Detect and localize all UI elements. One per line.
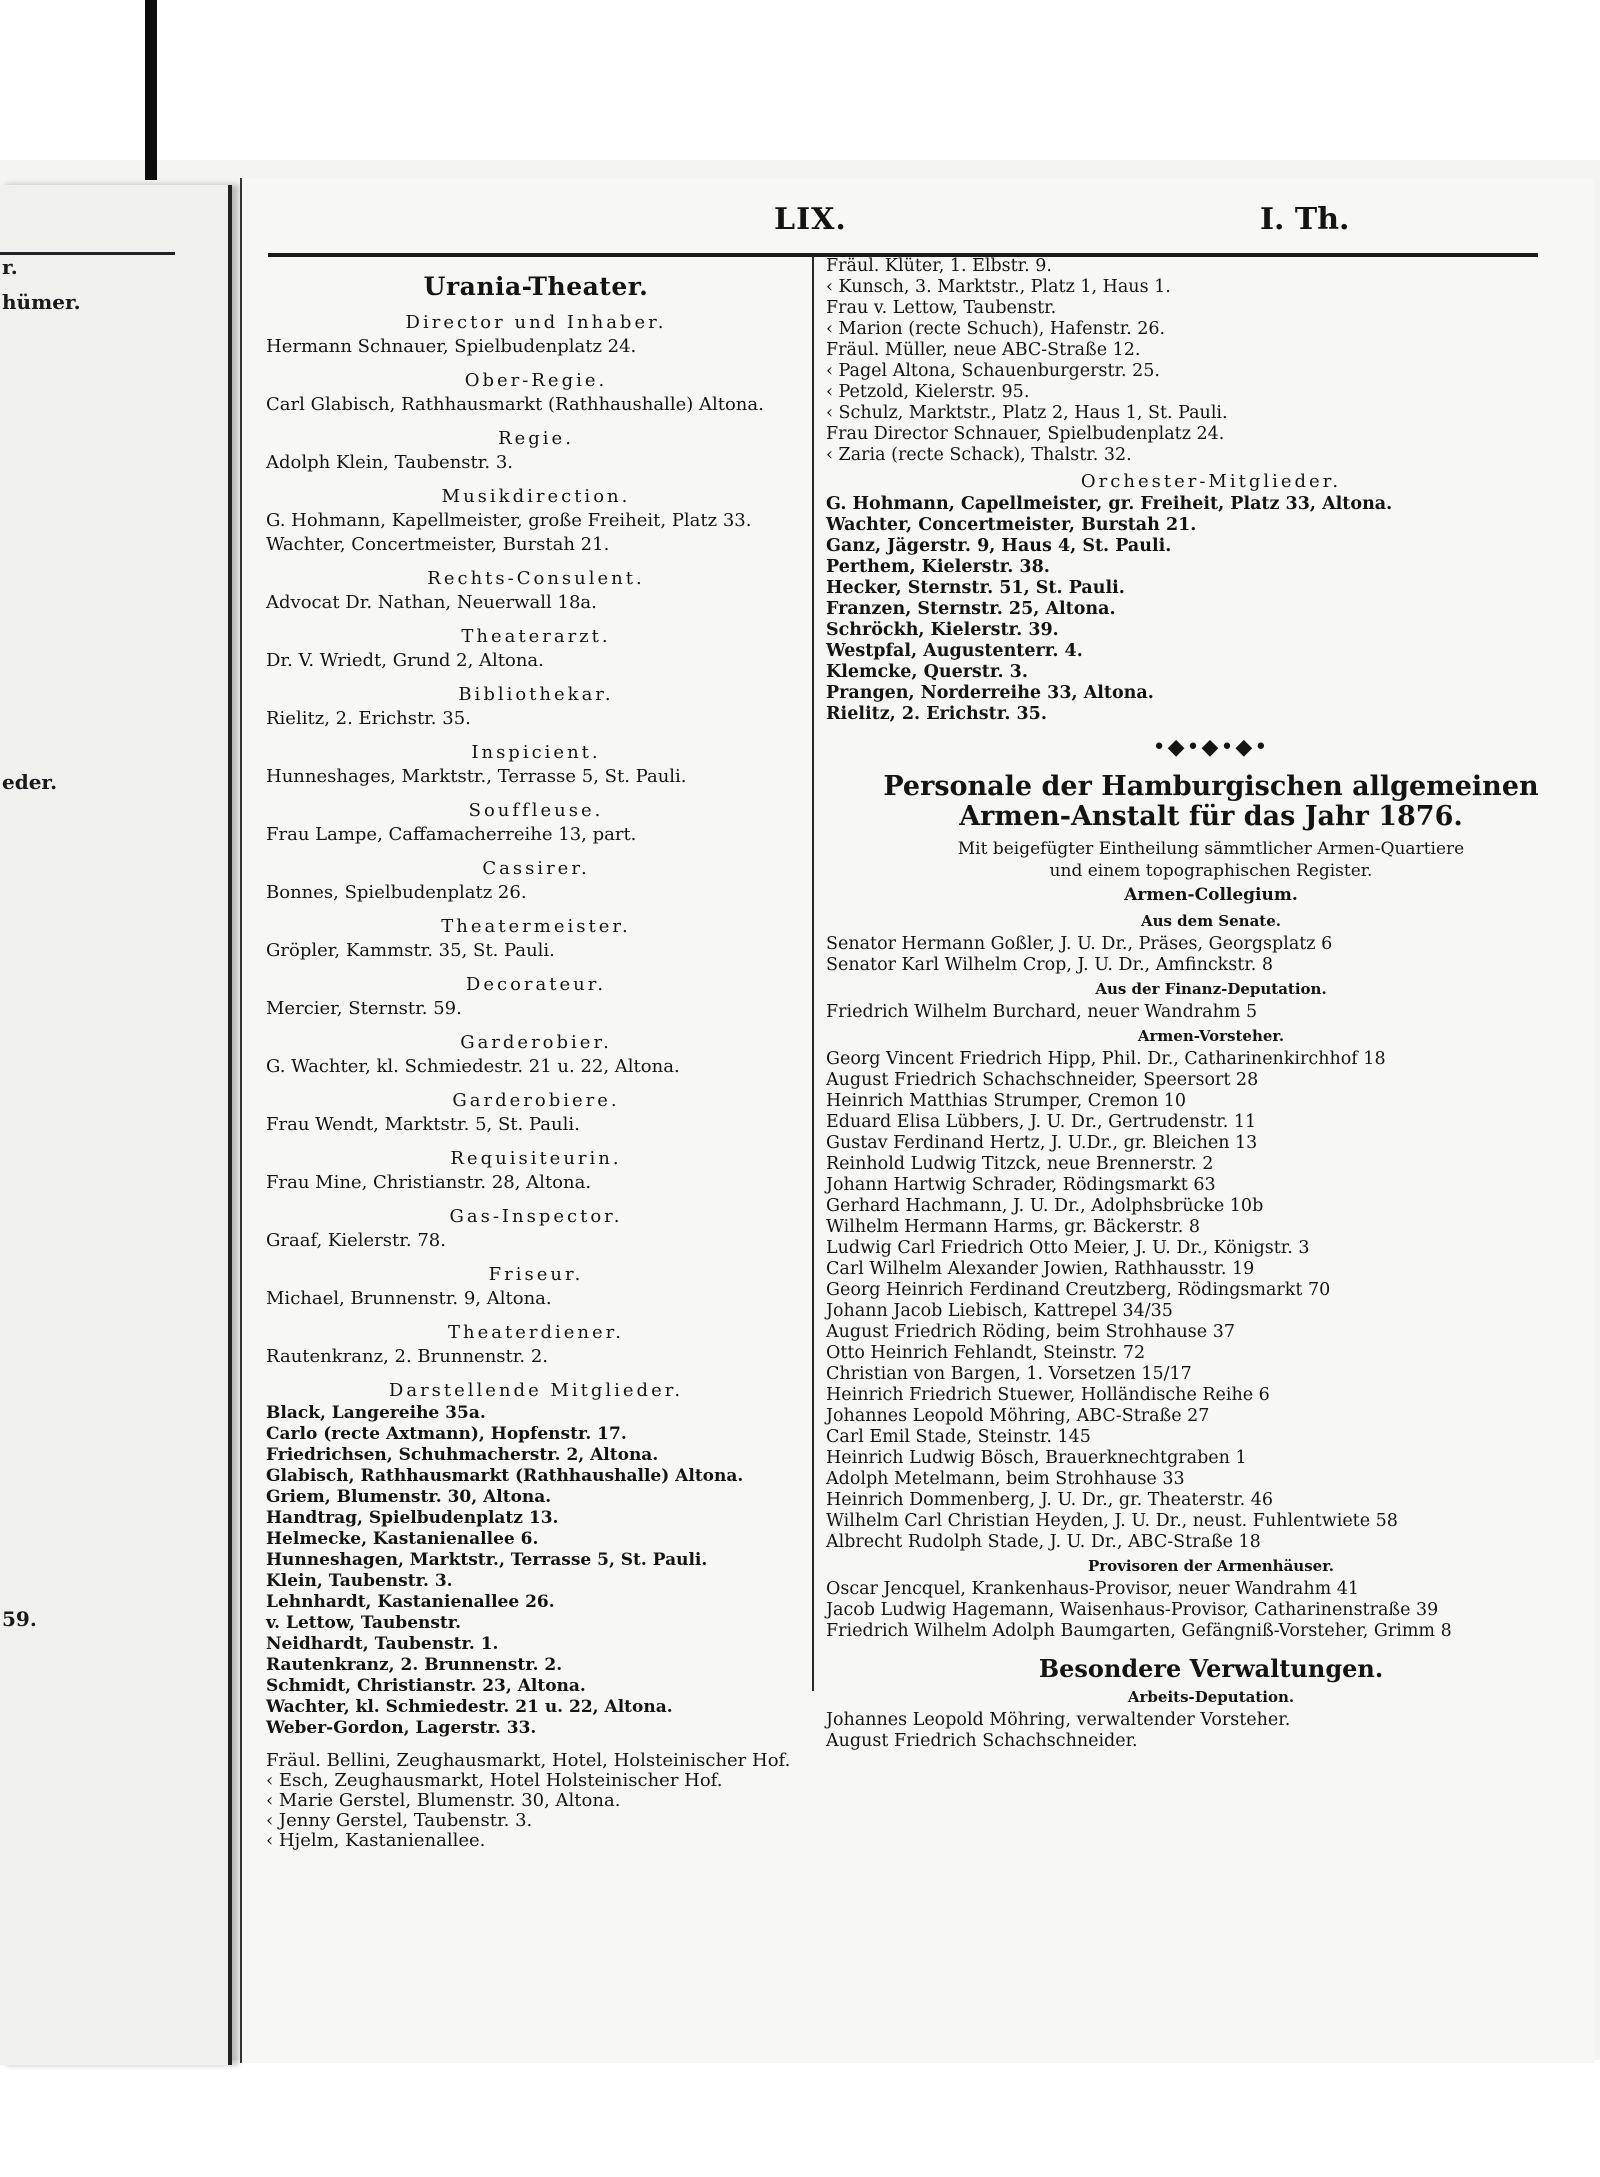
orchestra-entry: Franzen, Sternstr. 25, Altona. (826, 599, 1116, 619)
provisor-entry: Jacob Ludwig Hagemann, Waisenhaus-Provisor, Catharinenstraße 39 (826, 1600, 1439, 1620)
staff-block (266, 799, 806, 847)
member-entry: Klein, Taubenstr. 3. (266, 1571, 453, 1591)
block-heading: Theatermeister. (441, 916, 631, 937)
block-heading: Garderobiere. (452, 1090, 620, 1111)
block-entry: Hermann Schnauer, Spielbudenplatz 24. (266, 336, 637, 357)
board-entry: Christian von Bargen, 1. Vorsetzen 15/17 (826, 1364, 1192, 1384)
board-entry: Carl Emil Stade, Steinstr. 145 (826, 1427, 1091, 1447)
member-entry: Schmidt, Christianstr. 23, Altona. (266, 1676, 586, 1696)
orchestra-heading: Orchester-Mitglieder. (1080, 471, 1342, 492)
staff-block (266, 1263, 806, 1311)
block-entry: Carl Glabisch, Rathhausmarkt (Rathhaushalle) Altona. (266, 394, 764, 415)
poor-relief-title-2: Armen-Anstalt für das Jahr 1876. (959, 801, 1463, 832)
finance-list (826, 1002, 1596, 1023)
block-heading: Theaterdiener. (448, 1322, 624, 1343)
orchestra-entry: Hecker, Sternstr. 51, St. Pauli. (826, 578, 1125, 598)
provisor-entry: Friedrich Wilhelm Adolph Baumgarten, Gefängniß-Vorsteher, Grimm 8 (826, 1621, 1452, 1641)
member-entry: Neidhardt, Taubenstr. 1. (266, 1634, 499, 1654)
block-entry: Rielitz, 2. Erichstr. 35. (266, 708, 471, 729)
left-page-rule (0, 252, 175, 255)
members-list (266, 1403, 806, 1739)
block-entry: Frau Mine, Christianstr. 28, Altona. (266, 1172, 592, 1193)
member-entry: Carlo (recte Axtmann), Hopfenstr. 17. (266, 1424, 627, 1444)
block-heading: Bibliothekar. (458, 684, 614, 705)
left-page-edge (0, 185, 232, 2065)
actress-entry: Fräul. Klüter, 1. Elbstr. 9. (826, 256, 1052, 276)
board-heading: Armen-Vorsteher. (1137, 1027, 1285, 1045)
block-entry: Frau Wendt, Marktstr. 5, St. Pauli. (266, 1114, 580, 1135)
provisor-entry: Oscar Jencquel, Krankenhaus-Provisor, neuer Wandrahm 41 (826, 1579, 1360, 1599)
member-entry: v. Lettow, Taubenstr. (266, 1613, 462, 1633)
orchestra-entry: Wachter, Concertmeister, Burstah 21. (826, 515, 1197, 535)
block-entry: Bonnes, Spielbudenplatz 26. (266, 882, 527, 903)
left-page-fragment: r. (2, 255, 18, 279)
block-heading: Musikdirection. (441, 486, 631, 507)
block-entry: Gröpler, Kammstr. 35, St. Pauli. (266, 940, 555, 961)
actress-entry: ‹ Kunsch, 3. Marktstr., Platz 1, Haus 1. (826, 277, 1171, 297)
board-entry: Gerhard Hachmann, J. U. Dr., Adolphsbrücke 10b (826, 1196, 1264, 1216)
block-entry: Dr. V. Wriedt, Grund 2, Altona. (266, 650, 544, 671)
board-entry: August Friedrich Schachschneider, Speersort 28 (826, 1070, 1259, 1090)
orchestra-entry: Perthem, Kielerstr. 38. (826, 557, 1050, 577)
staff-block (266, 427, 806, 475)
staff-block (266, 369, 806, 417)
block-entry: Wachter, Concertmeister, Burstah 21. (266, 534, 610, 555)
special-admin-title: Besondere Verwaltungen. (1038, 1654, 1384, 1683)
board-entry: Heinrich Ludwig Bösch, Brauerknechtgraben 1 (826, 1448, 1247, 1468)
block-heading: Inspicient. (471, 742, 601, 763)
labour-list (826, 1710, 1596, 1752)
member-entry: Hunneshagen, Marktstr., Terrasse 5, St. Pauli. (266, 1550, 708, 1570)
member-entry: Wachter, kl. Schmiedestr. 21 u. 22, Altona. (266, 1697, 673, 1717)
board-entry: Johann Hartwig Schrader, Rödingsmarkt 63 (826, 1175, 1216, 1195)
section-title: Urania-Theater. (423, 272, 649, 301)
orchestra-list (826, 494, 1596, 725)
board-entry: Wilhelm Carl Christian Heyden, J. U. Dr., neust. Fuhlentwiete 58 (826, 1511, 1398, 1531)
board-entry: Adolph Metelmann, beim Strohhause 33 (826, 1469, 1185, 1489)
senate-heading: Aus dem Senate. (1140, 912, 1282, 930)
left-column (266, 266, 806, 1851)
member-entry: Handtrag, Spielbudenplatz 13. (266, 1508, 559, 1528)
staff-block (266, 1089, 806, 1137)
member-entry: Glabisch, Rathhausmarkt (Rathhaushalle) Altona. (266, 1466, 744, 1486)
orchestra-entry: G. Hohmann, Capellmeister, gr. Freiheit, Platz 33, Altona. (826, 494, 1393, 514)
left-page-fragment: eder. (2, 770, 58, 794)
block-heading: Gas-Inspector. (449, 1206, 623, 1227)
block-heading: Souffleuse. (468, 800, 604, 821)
labour-entry: August Friedrich Schachschneider. (826, 1731, 1138, 1751)
actress-entry: ‹ Marie Gerstel, Blumenstr. 30, Altona. (266, 1790, 621, 1811)
orchestra-entry: Ganz, Jägerstr. 9, Haus 4, St. Pauli. (826, 536, 1172, 556)
orchestra-entry: Rielitz, 2. Erichstr. 35. (826, 704, 1047, 724)
actress-entry: ‹ Pagel Altona, Schauenburgerstr. 25. (826, 361, 1160, 381)
senate-entry: Senator Karl Wilhelm Crop, J. U. Dr., Amfinckstr. 8 (826, 955, 1273, 975)
board-entry: Carl Wilhelm Alexander Jowien, Rathhausstr. 19 (826, 1259, 1255, 1279)
staff-block (266, 973, 806, 1021)
staff-block (266, 1031, 806, 1079)
board-entry: Johannes Leopold Möhring, ABC-Straße 27 (826, 1406, 1210, 1426)
block-entry: G. Wachter, kl. Schmiedestr. 21 u. 22, Altona. (266, 1056, 680, 1077)
staff-block (266, 567, 806, 615)
block-entry: Mercier, Sternstr. 59. (266, 998, 462, 1019)
left-page-fragment: hümer. (2, 290, 81, 314)
staff-block (266, 857, 806, 905)
actress-entry: Fräul. Müller, neue ABC-Straße 12. (826, 340, 1141, 360)
orchestra-entry: Westpfal, Augustenterr. 4. (826, 641, 1083, 661)
staff-block (266, 915, 806, 963)
staff-block (266, 1321, 806, 1369)
block-heading: Friseur. (488, 1264, 584, 1285)
labour-heading: Arbeits-Deputation. (1127, 1688, 1295, 1706)
member-entry: Rautenkranz, 2. Brunnenstr. 2. (266, 1655, 563, 1675)
staff-block (266, 1205, 806, 1253)
block-entry: Adolph Klein, Taubenstr. 3. (266, 452, 514, 473)
actress-entry: Fräul. Bellini, Zeughausmarkt, Hotel, Holsteinischer Hof. (266, 1750, 791, 1771)
actress-entry: ‹ Zaria (recte Schack), Thalstr. 32. (826, 445, 1132, 465)
ornament-divider: •◆•◆•◆• (1152, 735, 1270, 760)
labour-entry: Johannes Leopold Möhring, verwaltender Vorsteher. (826, 1710, 1291, 1730)
board-entry: Georg Heinrich Ferdinand Creutzberg, Rödingsmarkt 70 (826, 1280, 1331, 1300)
senate-entry: Senator Hermann Goßler, J. U. Dr., Präses, Georgsplatz 6 (826, 934, 1333, 954)
board-entry: Ludwig Carl Friedrich Otto Meier, J. U. Dr., Königstr. 3 (826, 1238, 1310, 1258)
block-entry: Frau Lampe, Caffamacherreihe 13, part. (266, 824, 637, 845)
board-entry: Heinrich Dommenberg, J. U. Dr., gr. Theaterstr. 46 (826, 1490, 1274, 1510)
board-entry: Wilhelm Hermann Harms, gr. Bäckerstr. 8 (826, 1217, 1201, 1237)
actress-entry: ‹ Esch, Zeughausmarkt, Hotel Holsteinischer Hof. (266, 1770, 723, 1791)
poor-relief-subtitle-2: und einem topographischen Register. (1049, 861, 1373, 881)
actress-entry: ‹ Hjelm, Kastanienallee. (266, 1830, 486, 1851)
block-heading: Theaterarzt. (461, 626, 611, 647)
staff-block (266, 683, 806, 731)
block-heading: Decorateur. (465, 974, 607, 995)
finance-entry: Friedrich Wilhelm Burchard, neuer Wandrahm 5 (826, 1002, 1258, 1022)
member-entry: Friedrichsen, Schuhmacherstr. 2, Altona. (266, 1445, 659, 1465)
part-label: I. Th. (1260, 202, 1350, 237)
member-entry: Griem, Blumenstr. 30, Altona. (266, 1487, 552, 1507)
page (240, 178, 1594, 2063)
poor-relief-title: Personale der Hamburgischen allgemeinen (883, 771, 1539, 802)
staff-block (266, 1147, 806, 1195)
block-heading: Rechts-Consulent. (427, 568, 645, 589)
block-heading: Regie. (498, 428, 574, 449)
block-heading: Ober-Regie. (464, 370, 608, 391)
staff-blocks (266, 311, 806, 1369)
book-spine (145, 0, 157, 180)
member-entry: Weber-Gordon, Lagerstr. 33. (266, 1718, 537, 1738)
board-entry: Gustav Ferdinand Hertz, J. U.Dr., gr. Bleichen 13 (826, 1133, 1258, 1153)
actress-entry: ‹ Jenny Gerstel, Taubenstr. 3. (266, 1810, 533, 1831)
block-entry: Rautenkranz, 2. Brunnenstr. 2. (266, 1346, 548, 1367)
block-entry: Michael, Brunnenstr. 9, Altona. (266, 1288, 552, 1309)
actress-entry: ‹ Schulz, Marktstr., Platz 2, Haus 1, St. Pauli. (826, 403, 1228, 423)
left-page-fragment: 59. (2, 1607, 37, 1631)
orchestra-entry: Schröckh, Kielerstr. 39. (826, 620, 1059, 640)
board-list (826, 1049, 1596, 1553)
block-heading: Cassirer. (482, 858, 590, 879)
actress-entry: Frau v. Lettow, Taubenstr. (826, 298, 1057, 318)
board-entry: Otto Heinrich Fehlandt, Steinstr. 72 (826, 1343, 1146, 1363)
actresses-list (266, 1751, 806, 1851)
scan-top-margin (0, 0, 1600, 160)
block-heading: Requisiteurin. (450, 1148, 622, 1169)
board-entry: Johann Jacob Liebisch, Kattrepel 34/35 (826, 1301, 1173, 1321)
collegium-heading: Armen-Collegium. (1124, 885, 1298, 905)
actress-entry: Frau Director Schnauer, Spielbudenplatz 24. (826, 424, 1225, 444)
page-header (242, 178, 1594, 256)
block-entry: Graaf, Kielerstr. 78. (266, 1230, 446, 1251)
block-entry: Advocat Dr. Nathan, Neuerwall 18a. (266, 592, 597, 613)
block-heading: Director und Inhaber. (405, 312, 667, 333)
poor-relief-subtitle: Mit beigefügter Eintheilung sämmtlicher Armen-Quartiere (957, 839, 1465, 859)
right-column (826, 256, 1596, 1752)
member-entry: Helmecke, Kastanienallee 6. (266, 1529, 539, 1549)
staff-block (266, 311, 806, 359)
block-entry: G. Hohmann, Kapellmeister, große Freiheit, Platz 33. (266, 510, 752, 531)
finance-heading: Aus der Finanz-Deputation. (1095, 980, 1327, 998)
block-entry: Hunneshages, Marktstr., Terrasse 5, St. Pauli. (266, 766, 687, 787)
members-heading: Darstellende Mitglieder. (388, 1380, 684, 1401)
member-entry: Black, Langereihe 35a. (266, 1403, 486, 1423)
board-entry: Reinhold Ludwig Titzck, neue Brennerstr. 2 (826, 1154, 1214, 1174)
orchestra-entry: Klemcke, Querstr. 3. (826, 662, 1028, 682)
senate-list (826, 934, 1596, 976)
staff-block (266, 625, 806, 673)
board-entry: August Friedrich Röding, beim Strohhause 37 (826, 1322, 1235, 1342)
board-entry: Heinrich Matthias Strumper, Cremon 10 (826, 1091, 1187, 1111)
page-number: LIX. (774, 202, 847, 237)
orchestra-entry: Prangen, Norderreihe 33, Altona. (826, 683, 1154, 703)
block-heading: Garderobier. (460, 1032, 612, 1053)
board-entry: Georg Vincent Friedrich Hipp, Phil. Dr., Catharinenkirchhof 18 (826, 1049, 1386, 1069)
actress-entry: ‹ Petzold, Kielerstr. 95. (826, 382, 1030, 402)
staff-block (266, 741, 806, 789)
member-entry: Lehnhardt, Kastanienallee 26. (266, 1592, 555, 1612)
provisors-list (826, 1579, 1596, 1642)
actress-entry: ‹ Marion (recte Schuch), Hafenstr. 26. (826, 319, 1166, 339)
scan-bottom-margin (0, 2060, 1600, 2177)
board-entry: Heinrich Friedrich Stuewer, Holländische Reihe 6 (826, 1385, 1270, 1405)
actresses-list-continued (826, 256, 1596, 466)
column-divider (812, 256, 814, 1691)
board-entry: Eduard Elisa Lübbers, J. U. Dr., Gertrudenstr. 11 (826, 1112, 1257, 1132)
board-entry: Albrecht Rudolph Stade, J. U. Dr., ABC-Straße 18 (826, 1532, 1261, 1552)
staff-block (266, 485, 806, 557)
provisors-heading: Provisoren der Armenhäuser. (1088, 1557, 1334, 1575)
